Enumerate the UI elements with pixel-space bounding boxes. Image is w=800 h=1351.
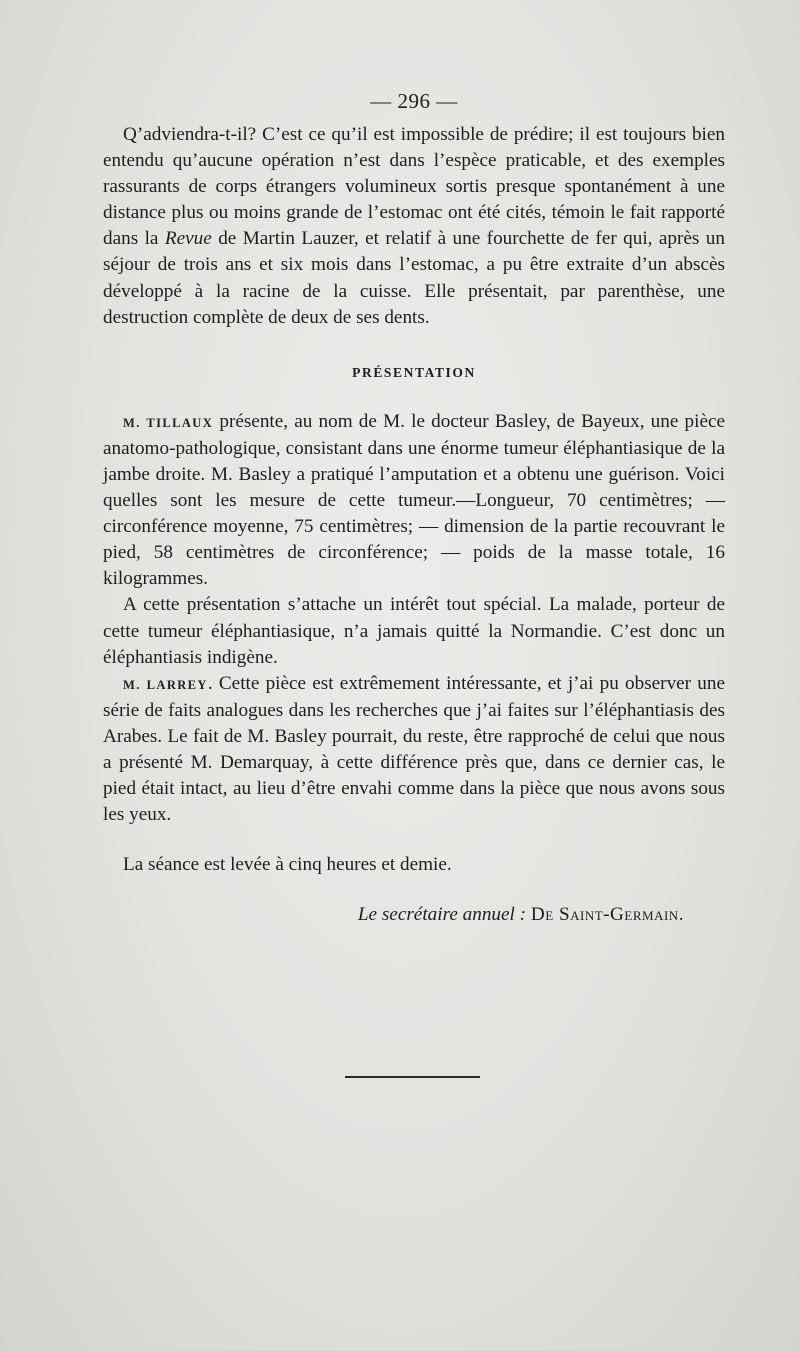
- speaker-larrey: M. LARREY: [123, 677, 208, 692]
- larrey-paragraph: [103, 671, 725, 829]
- signature: [103, 902, 725, 928]
- speaker-tillaux: M. TILLAUX: [123, 415, 214, 430]
- larrey-text: . Cette pièce est extrêmement intéressante, et j’ai pu observer une série de faits analogues dans les recherches que j’ai faites sur l’éléphantiasis des Arabes. Le fait de M. Basley pourrait, du reste, être rapproché de celui que nous a présenté M. Demarquay, à cette différence près que, dans ce dernier cas, le pied était intact, au lieu d’être envahi comme dans la pièce que nous avons sous les yeux.: [103, 672, 725, 826]
- end-rule: [345, 1076, 480, 1078]
- signature-role: Le secrétaire annuel :: [357, 904, 531, 926]
- spacer: [103, 828, 725, 852]
- closing-line: La séance est levée à cinq heures et demie.: [123, 854, 452, 876]
- section-heading: PRÉSENTATION: [352, 364, 476, 380]
- interest-paragraph: A cette présentation s’attache un intérêt tout spécial. La malade, porteur de cette tumeur éléphantiasique, n’a jamais quitté la Normandie. C’est donc un éléphantiasis indigène.: [103, 594, 725, 668]
- page-text: [103, 88, 725, 928]
- journal-title: Revue: [164, 228, 212, 250]
- page-number: — 296 —: [370, 89, 458, 113]
- intro-text-end: de Martin Lauzer, et relatif à une fourchette de fer qui, après un séjour de trois ans et six mois dans l’estomac, a pu être extraite d’un abscès développé à la racine de la cuisse. Elle présentait, par parenthèse, une destruction complète de deux de ses dents.: [103, 228, 725, 328]
- presentation-text: présente, au nom de M. le docteur Basley, de Bayeux, une pièce anatomo-pathologique, consistant dans une énorme tumeur éléphantiasique de la jambe droite. M. Basley a pratiqué l’amputation et a obtenu une guérison. Voici quelles sont les mesure de cette tumeur.—Longueur, 70 centimètres; — circonférence moyenne, 75 centimètres; — dimension de la partie recouvrant le pied, 58 centimètres de circonférence; — poids de la masse totale, 16 kilogrammes.: [103, 410, 726, 590]
- intro-paragraph: [103, 122, 725, 331]
- signature-name: De Saint-Germain.: [530, 904, 684, 926]
- presentation-paragraph: [103, 409, 725, 593]
- intro-text: Q’adviendra-t-il? C’est ce qu’il est impossible de prédire; il est toujours bien entendu qu’aucune opération n’est dans l’espèce praticable, et des exemples rassurants de corps étrangers volumineux sortis presque spontanément à une distance plus ou moins grande de l’estomac ont été cités, témoin le fait rapporté dans la: [103, 124, 725, 250]
